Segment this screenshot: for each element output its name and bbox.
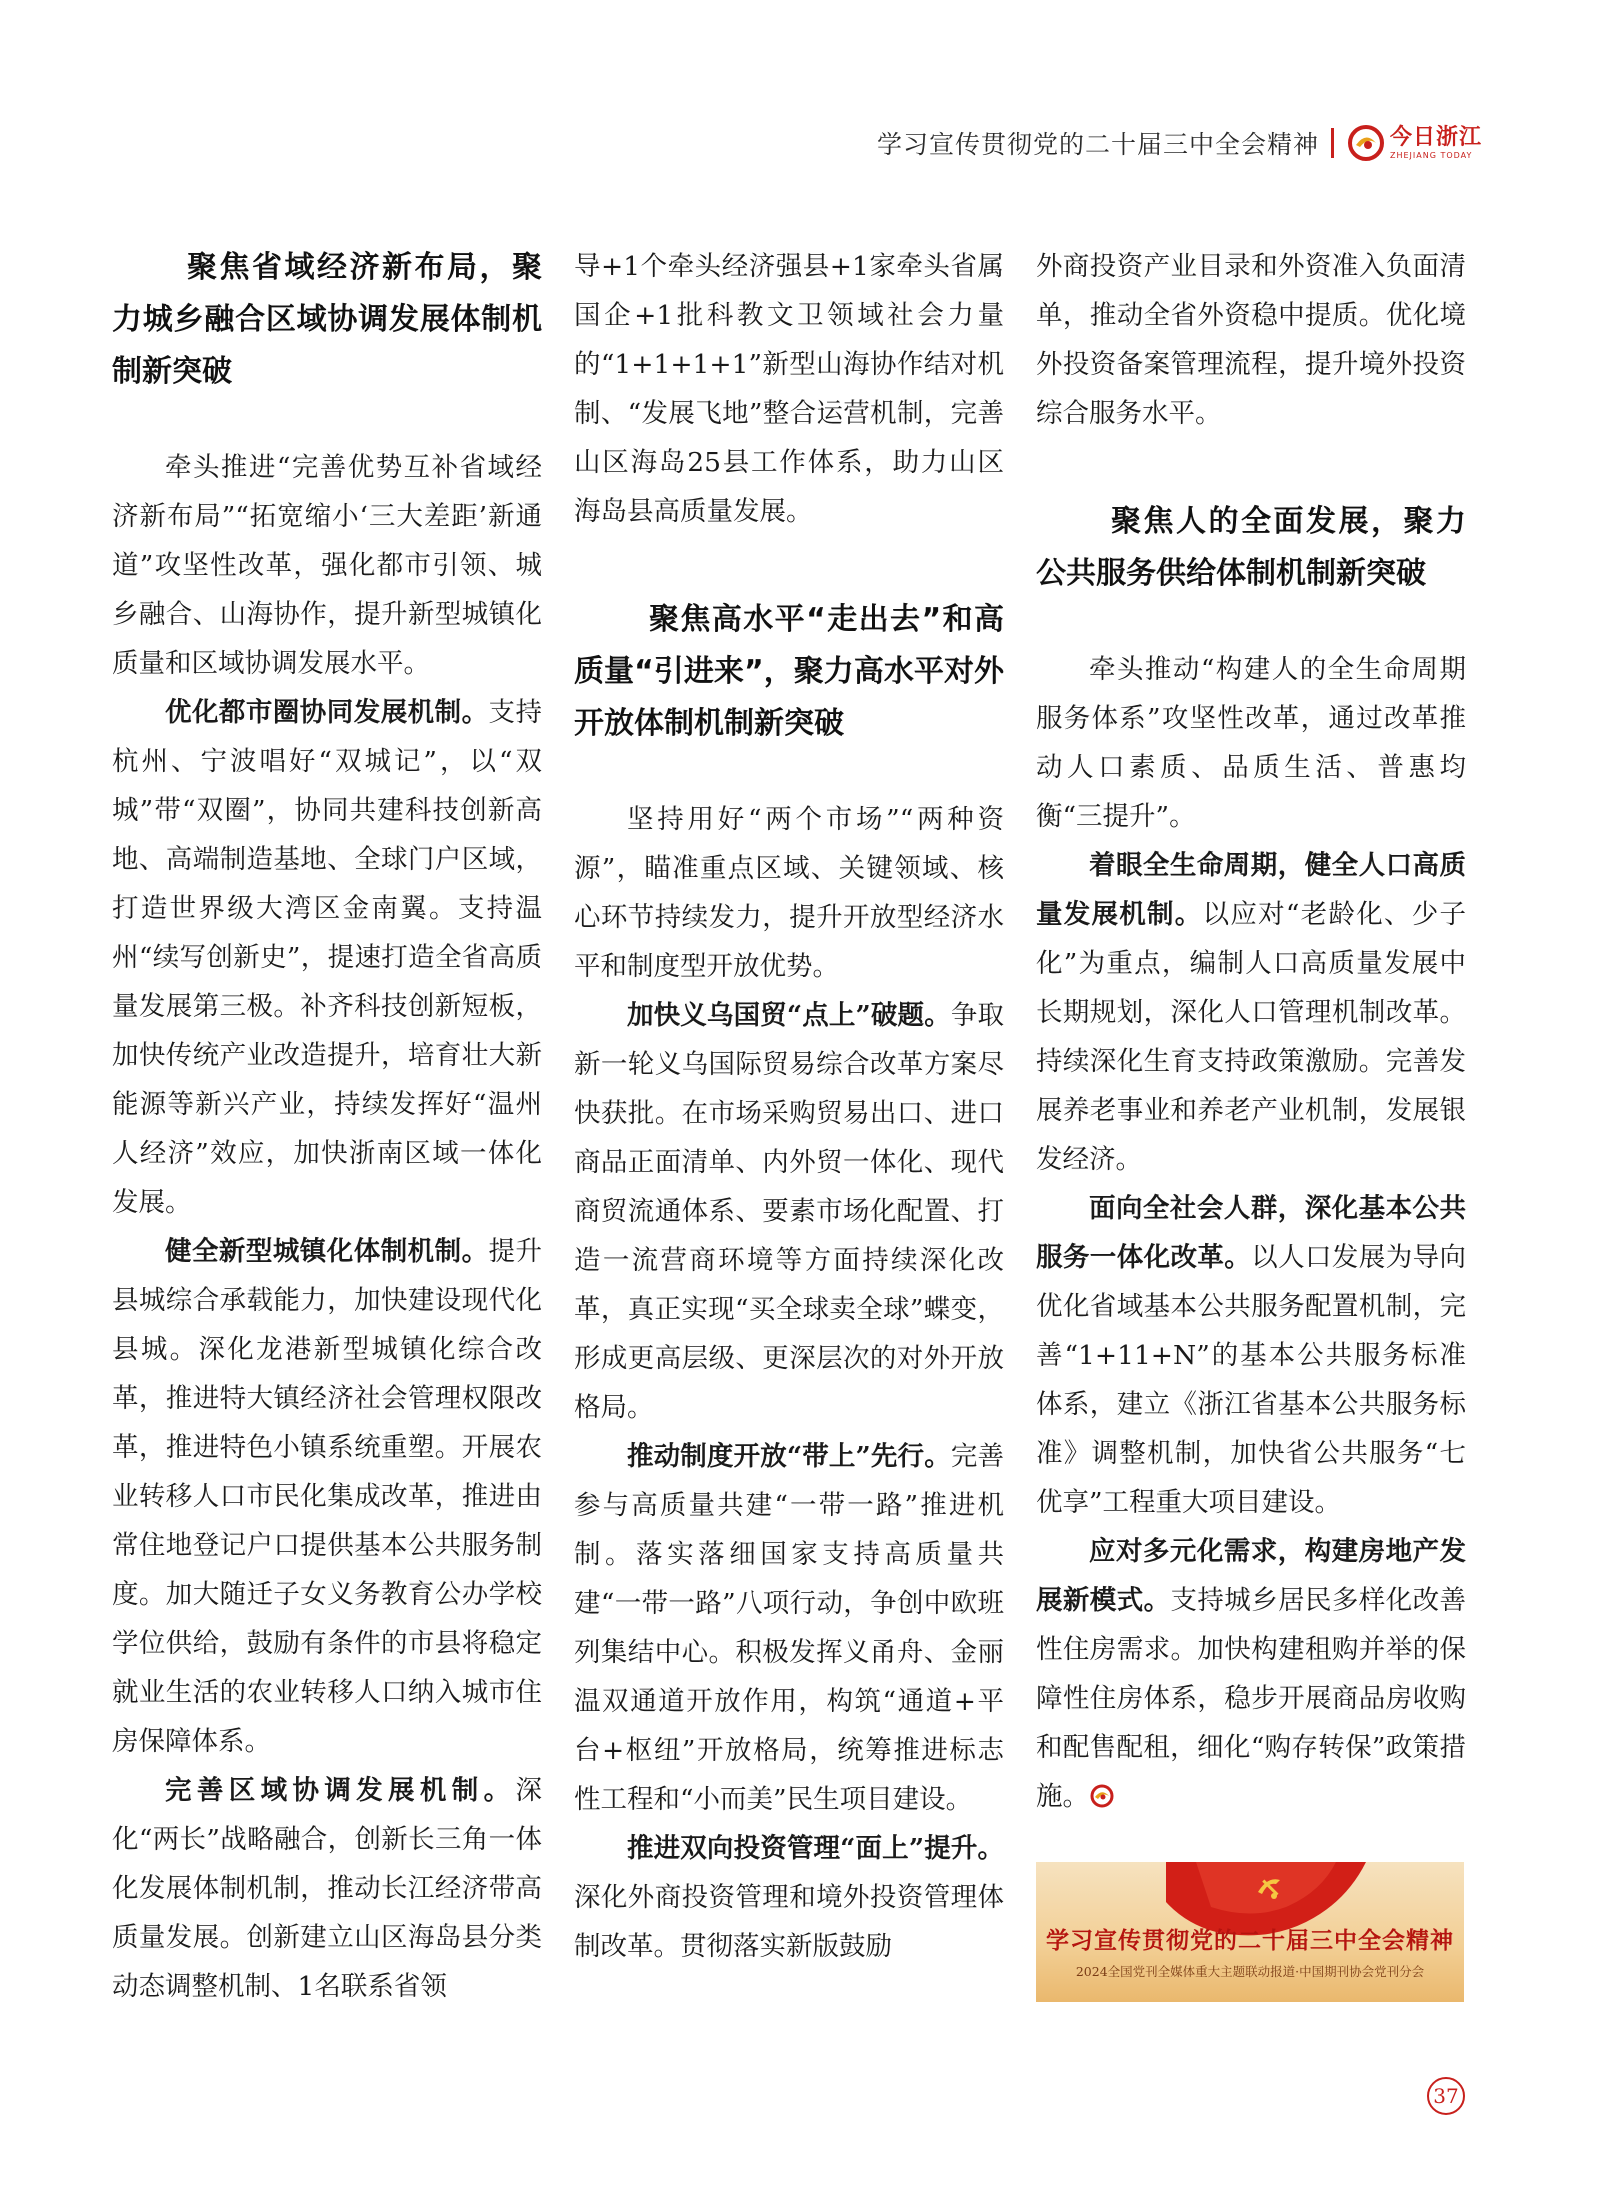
paragraph-body: 提升县城综合承载能力，加快建设现代化县城。深化龙港新型城镇化综合改革，推进特大镇经济社会管理权限改革，推进特色小镇系统重塑。开展农业转移人口市民化集成改革，推进由常住地登记户口提供基本公共服务制度。加大随迁子女义务教育公办学校学位供给，鼓励有条件的市县将稳定就业生活的农业转移人口纳入城市住房保障体系。 <box>112 1236 543 1757</box>
paragraph-body: 以人口发展为导向优化省域基本公共服务配置机制，完善“1+11+N”的基本公共服务标准体系，建立《浙江省基本公共服务标准》调整机制，加快省公共服务“七优享”工程重大项目建设。 <box>1036 1242 1467 1518</box>
paragraph-lead: 应对多元化需求，构建房地产发展新模式。 <box>1036 1536 1466 1616</box>
paragraph-lead: 优化都市圈协同发展机制。 <box>165 697 489 728</box>
paragraph-body: 以应对“老龄化、少子化”为重点，编制人口高质量发展中长期规划，深化人口管理机制改革。持续深化生育支持政策激励。完善发展养老事业和养老产业机制，发展银发经济。 <box>1036 899 1466 1175</box>
banner-subtitle: 2024全国党刊全媒体重大主题联动报道·中国期刊协会党刊分会 <box>1075 1964 1425 1979</box>
logo-chinese-name: 今日浙江 <box>1389 124 1482 150</box>
header-title: 学习宣传贯彻党的二十届三中全会精神 <box>876 130 1319 159</box>
paragraph-lead: 面向全社会人群，深化基本公共服务一体化改革。 <box>1036 1193 1466 1273</box>
paragraph-continued: 外商投资产业目录和外资准入负面清单，推动全省外资稳中提质。优化境外投资备案管理流程，提升境外投资综合服务水平。 <box>1036 251 1466 429</box>
column-1 <box>112 242 542 2011</box>
column-3 <box>1036 242 1466 1821</box>
paragraph <box>1036 1527 1466 1821</box>
header-separator <box>1331 128 1334 158</box>
paragraph-lead: 健全新型城镇化体制机制。 <box>165 1236 489 1267</box>
paragraph-body: 支持城乡居民多样化改善性住房需求。加快构建租购并举的保障性住房体系，稳步开展商品房收购和配售配租，细化“购存转保”政策措施。 <box>1036 1585 1466 1812</box>
paragraph <box>112 1227 542 1766</box>
paragraph-body: 完善参与高质量共建“一带一路”推进机制。落实落细国家支持高质量共建“一带一路”八项行动，争创中欧班列集结中心。积极发挥义甬舟、金丽温双通道开放作用，构筑“通道+平台+枢纽”开放格局，统筹推进标志性工程和“小而美”民生项目建设。 <box>574 1441 1004 1815</box>
paragraph <box>574 991 1004 1432</box>
campaign-banner <box>1036 1862 1464 2002</box>
paragraph-lead: 推进双向投资管理“面上”提升。 <box>627 1833 1004 1864</box>
paragraph-lead: 加快义乌国贸“点上”破题。 <box>627 1000 951 1031</box>
paragraph: 牵头推动“构建人的全生命周期服务体系”攻坚性改革，通过改革推动人口素质、品质生活、普惠均衡“三提升”。 <box>1036 654 1466 832</box>
page-header <box>877 118 1482 168</box>
paragraph <box>574 1824 1004 1971</box>
paragraph-lead: 推动制度开放“带上”先行。 <box>627 1441 951 1472</box>
paragraph <box>1036 841 1466 1184</box>
banner-title: 学习宣传贯彻党的二十届三中全会精神 <box>1046 1928 1454 1954</box>
paragraph-body: 支持杭州、宁波唱好“双城记”，以“双城”带“双圈”，协同共建科技创新高地、高端制造基地、全球门户区域，打造世界级大湾区金南翼。支持温州“续写创新史”，提速打造全省高质量发展第三极。补齐科技创新短板，加快传统产业改造提升，培育壮大新能源等新兴产业，持续发挥好“温州人经济”效应，加快浙南区域一体化发展。 <box>112 697 543 1218</box>
section-title: 聚焦人的全面发展，聚力公共服务供给体制机制新突破 <box>1036 504 1466 591</box>
paragraph-body: 争取新一轮义乌国际贸易综合改革方案尽快获批。在市场采购贸易出口、进口商品正面清单、内外贸一体化、现代商贸流通体系、要素市场化配置、打造一流营商环境等方面持续深化改革，真正实现“买全球卖全球”蝶变，形成更高层级、更深层次的对外开放格局。 <box>574 1000 1004 1423</box>
logo-swirl-icon <box>1346 123 1386 163</box>
paragraph-body: 深化外商投资管理和境外投资管理体制改革。贯彻落实新版鼓励 <box>574 1882 1004 1962</box>
paragraph-continued: 导+1个牵头经济强县+1家牵头省属国企+1批科教文卫领域社会力量的“1+1+1+1”新型山海协作结对机制、“发展飞地”整合运营机制，完善山区海岛25县工作体系，助力山区海岛县高质量发展。 <box>574 251 1004 527</box>
magazine-logo <box>1346 123 1482 163</box>
paragraph <box>574 1432 1004 1824</box>
paragraph: 坚持用好“两个市场”“两种资源”，瞄准重点区域、关键领域、核心环节持续发力，提升开放型经济水平和制度型开放优势。 <box>574 804 1004 982</box>
paragraph <box>112 688 542 1227</box>
section-title: 聚焦省域经济新布局，聚力城乡融合区域协调发展体制机制新突破 <box>112 250 542 389</box>
paragraph <box>1036 1184 1466 1527</box>
end-mark-icon <box>1089 1783 1115 1809</box>
column-2 <box>574 242 1004 1971</box>
page-number: 37 <box>1427 2077 1465 2115</box>
paragraph-lead: 着眼全生命周期，健全人口高质量发展机制。 <box>1036 850 1466 930</box>
paragraph-body: 深化“两长”战略融合，创新长三角一体化发展体制机制，推动长江经济带高质量发展。创新建立山区海岛县分类动态调整机制、1名联系省领 <box>112 1775 542 2002</box>
paragraph-lead: 完善区域协调发展机制。 <box>165 1775 516 1806</box>
section-title: 聚焦高水平“走出去”和高质量“引进来”，聚力高水平对外开放体制机制新突破 <box>574 602 1004 741</box>
paragraph <box>112 1766 542 2011</box>
logo-english-name: ZHEJIANG TODAY <box>1389 150 1473 160</box>
paragraph: 牵头推进“完善优势互补省域经济新布局”“拓宽缩小‘三大差距’新通道”攻坚性改革，强化都市引领、城乡融合、山海协作，提升新型城镇化质量和区域协调发展水平。 <box>112 452 542 679</box>
